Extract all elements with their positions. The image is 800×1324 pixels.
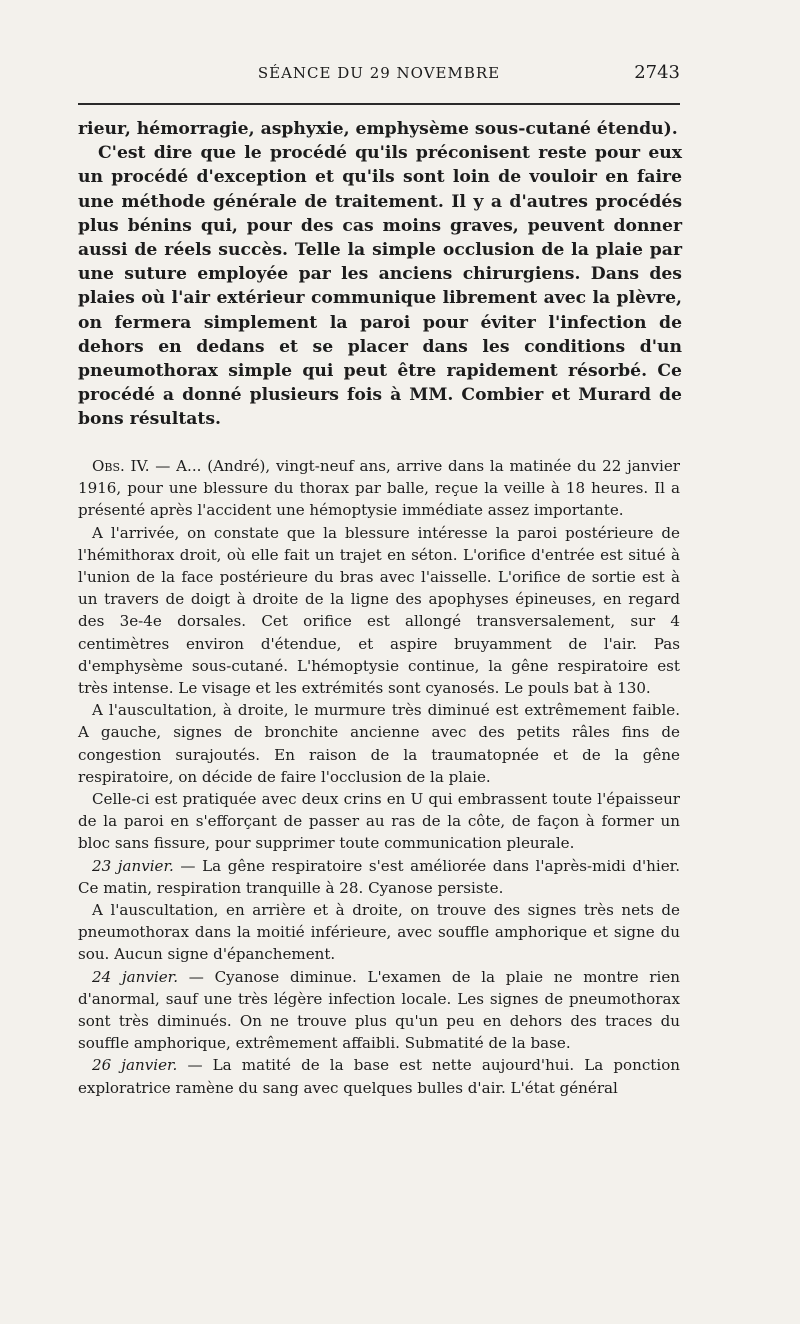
page-header	[78, 64, 680, 88]
jan-26-text: — La matité de la base est nette aujourd'hui. La ponction exploratrice ramène du sang avec quelques bulles d'air. L'état général	[78, 1056, 681, 1097]
paragraph-procedure: C'est dire que le procédé qu'ils préconisent reste pour eux un procédé d'exception et qu'ils sont loin de vouloir en faire une méthode générale de traitement. Il y a d'autres procédés plus bénins qui, pour des cas moins graves, peuvent donner aussi de réels succès. Telle la simple occlusion de la plaie par une suture employée par les anciens chirurgiens. Dans des plaies où l'air extérieur communique librement avec la plèvre, on fermera simplement la paroi pour éviter l'infection de dehors en dedans et se placer dans les conditions d'un pneumothorax simple qui peut être rapidement résorbé. Ce procédé a donné plusieurs fois à MM. Combier et Murard de bons résultats.	[78, 143, 682, 430]
jan-24-text: — Cyanose diminue. L'examen de la plaie ne montre rien d'anormal, sauf une très légère infection locale. Les signes de pneumothorax sont très diminués. On ne trouve plus qu'un peu en dehors des traces du souffle amphorique, extrêmement affaibli. Submatité de la base.	[78, 967, 681, 1053]
observation-auscultation-2: A l'auscultation, en arrière et à droite, on trouve des signes très nets de pneumothorax dans la moitié inférieure, avec souffle amphorique et signe du sou. Aucun signe d'épanchement.	[78, 901, 680, 964]
date-jan-23: 23 janvier.	[92, 856, 174, 875]
observation-intro-text: — A... (André), vingt-neuf ans, arrive dans la matinée du 22 janvier 1916, pour une blessure du thorax par balle, reçue la veille à 18 heures. Il a présenté après l'accident une hémoptysie immédiate assez importante.	[78, 457, 680, 520]
observation-jan-24	[78, 966, 680, 1055]
paragraph-continuation: rieur, hémorragie, asphyxie, emphysème sous-cutané étendu).	[78, 119, 678, 139]
date-jan-24: 24 janvier.	[92, 967, 179, 986]
observation-suture: Celle-ci est pratiquée avec deux crins en U qui embrassent toute l'épaisseur de la paroi en s'efforçant de passer au ras de la côte, de façon à former un bloc sans fissure, pour supprimer toute communication pleurale.	[78, 790, 680, 853]
observation-jan-26	[78, 1054, 680, 1098]
observation-arrival: A l'arrivée, on constate que la blessure intéresse la paroi postérieure de l'hémithorax droit, où elle fait un trajet en séton. L'orifice d'entrée est situé à l'union de la face postérieure du bras avec l'aisselle. L'orifice de sortie est à un travers de doigt à droite de la ligne des apophyses épineuses, en regard des 3e-4e dorsales. Cet orifice est allongé transversalement, sur 4 centimètres environ d'étendue, et aspire bruyamment de l'air. Pas d'emphysème sous-cutané. L'hémoptysie continue, la gêne respiratoire est très intense. Le visage et les extrémités sont cyanosés. Le pouls bat à 130.	[78, 523, 680, 698]
observation-section	[78, 455, 680, 1099]
observation-jan-23	[78, 855, 680, 899]
observation-intro	[78, 455, 680, 522]
header-rule	[78, 103, 680, 105]
page-number: 2743	[634, 62, 680, 83]
observation-auscultation: A l'auscultation, à droite, le murmure très diminué est extrêmement faible. A gauche, signes de bronchite ancienne avec des petits râles fins de congestion surajoutés. En raison de la traumatopnée et de la gêne respiratoire, on décide de faire l'occlusion de la plaie.	[78, 701, 680, 786]
observation-label: Obs. IV.	[92, 457, 150, 475]
running-title: SÉANCE DU 29 NOVEMBRE	[257, 64, 501, 82]
jan-23-text: — La gêne respiratoire s'est améliorée dans l'après-midi d'hier. Ce matin, respiration tranquille à 28. Cyanose persiste.	[78, 856, 680, 897]
main-text	[78, 117, 682, 432]
date-jan-26: 26 janvier.	[92, 1056, 178, 1075]
